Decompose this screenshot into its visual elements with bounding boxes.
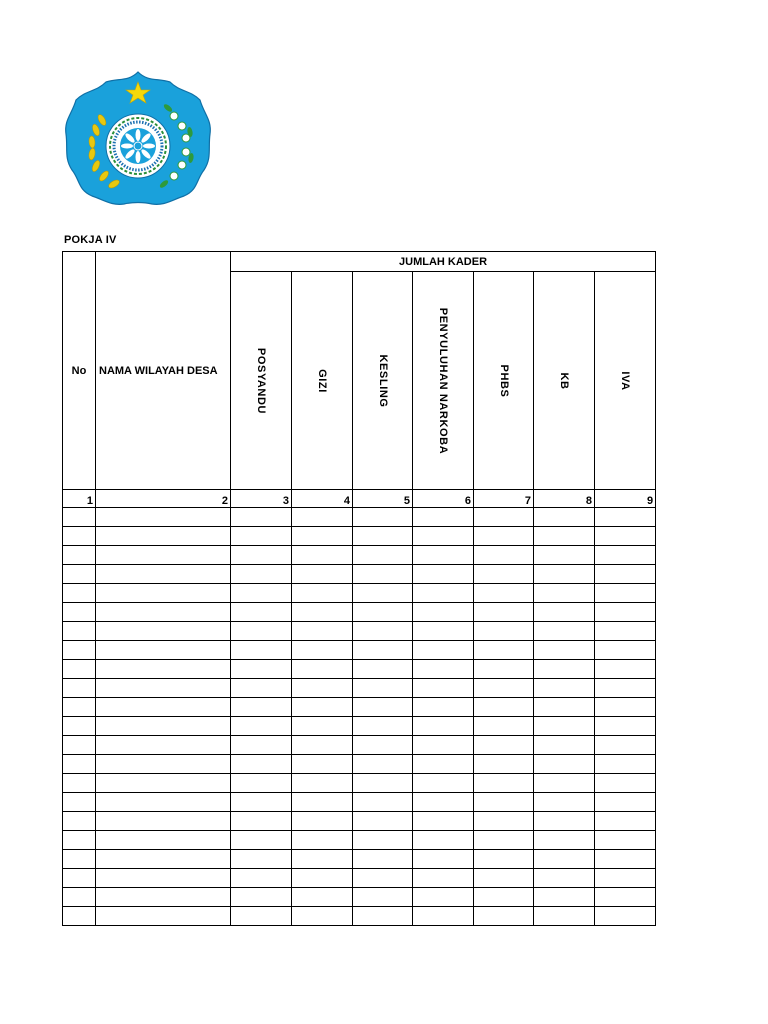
table-cell [353,603,413,622]
header-row-group [63,252,656,272]
table-cell [353,888,413,907]
table-cell [353,679,413,698]
table-cell [63,622,96,641]
table-cell [595,622,656,641]
table-cell [63,812,96,831]
table-cell [353,660,413,679]
header-label: POSYANDU [255,347,267,414]
header-kesling [353,272,413,490]
table-cell [292,774,353,793]
table-cell [413,546,474,565]
table-cell [534,907,595,926]
table-cell [96,888,231,907]
table-cell [231,831,292,850]
table-cell [534,584,595,603]
table-cell [474,584,534,603]
table-cell [474,603,534,622]
header-iva [595,272,656,490]
table-cell [231,812,292,831]
table-cell [96,717,231,736]
table-cell [96,603,231,622]
table-cell [534,603,595,622]
table-cell [96,508,231,527]
table-cell [413,850,474,869]
table-cell [595,679,656,698]
table-cell [534,717,595,736]
header-no: No [63,252,96,490]
table-cell [413,831,474,850]
table-cell [292,660,353,679]
table-cell [595,546,656,565]
table-cell [353,622,413,641]
column-number: 1 [63,490,96,508]
table-cell [63,584,96,603]
header-posyandu [231,272,292,490]
table-cell [231,755,292,774]
section-title: POKJA IV [64,234,117,246]
table-cell [413,679,474,698]
header-label: PENYULUHAN NARKOBA [437,307,449,454]
table-cell [292,698,353,717]
table-cell [231,679,292,698]
table-cell [353,546,413,565]
table-row [63,831,656,850]
table-cell [534,774,595,793]
table-cell [96,755,231,774]
table-cell [595,888,656,907]
column-number: 8 [534,490,595,508]
table-cell [63,831,96,850]
table-cell [595,698,656,717]
table-row [63,812,656,831]
table-cell [534,812,595,831]
table-cell [534,565,595,584]
table-cell [231,793,292,812]
table-cell [231,622,292,641]
table-cell [231,888,292,907]
table-row [63,736,656,755]
table-cell [413,527,474,546]
header-nama-wilayah-desa: NAMA WILAYAH DESA [96,252,231,490]
table-cell [595,831,656,850]
table-cell [474,508,534,527]
header-label: PHBS [497,364,510,397]
table-cell [595,603,656,622]
table-cell [231,565,292,584]
table-cell [474,793,534,812]
table-cell [63,546,96,565]
table-cell [413,717,474,736]
table-cell [353,641,413,660]
table-cell [413,698,474,717]
table-cell [353,869,413,888]
table-cell [231,698,292,717]
table-cell [474,717,534,736]
table-cell [474,831,534,850]
table-cell [534,755,595,774]
table-cell [96,831,231,850]
table-cell [413,565,474,584]
table-cell [474,736,534,755]
table-row [63,603,656,622]
table-cell [353,717,413,736]
table-cell [534,888,595,907]
table-cell [231,717,292,736]
table-cell [96,850,231,869]
table-cell [353,527,413,546]
table-row [63,698,656,717]
table-cell [63,774,96,793]
table-cell [595,660,656,679]
table-cell [231,869,292,888]
column-number: 6 [413,490,474,508]
table-cell [534,831,595,850]
table-cell [96,774,231,793]
header-gizi [292,272,353,490]
table-cell [96,679,231,698]
table-cell [595,850,656,869]
table-cell [63,888,96,907]
table-cell [63,641,96,660]
table-cell [231,527,292,546]
table-cell [474,622,534,641]
table-cell [63,603,96,622]
table-cell [413,812,474,831]
table-cell [534,527,595,546]
table-cell [292,850,353,869]
table-cell [353,774,413,793]
table-cell [63,698,96,717]
table-cell [96,565,231,584]
table-cell [534,546,595,565]
table-row [63,869,656,888]
table-row [63,907,656,926]
table-cell [534,622,595,641]
table-cell [534,660,595,679]
table-cell [292,755,353,774]
table-cell [413,622,474,641]
table-cell [534,508,595,527]
column-number: 5 [353,490,413,508]
table-row [63,774,656,793]
table-cell [413,793,474,812]
table-cell [413,603,474,622]
table-cell [292,717,353,736]
table-row [63,679,656,698]
table-cell [292,679,353,698]
table-cell [292,793,353,812]
table-cell [231,907,292,926]
table-cell [595,527,656,546]
table-cell [474,755,534,774]
table-cell [96,527,231,546]
table-cell [292,622,353,641]
table-row [63,641,656,660]
table-cell [534,698,595,717]
table-cell [292,831,353,850]
table-body [63,508,656,926]
table-row [63,717,656,736]
table-cell [96,736,231,755]
table-cell [534,793,595,812]
table-cell [534,736,595,755]
table-cell [231,850,292,869]
table-row [63,622,656,641]
table-cell [63,755,96,774]
table-cell [534,850,595,869]
table-cell [595,812,656,831]
header-label: KB [558,371,570,390]
table-cell [474,527,534,546]
table-cell [63,793,96,812]
table-cell [63,850,96,869]
table-cell [595,869,656,888]
table-cell [63,869,96,888]
header-phbs [474,272,534,490]
table-row [63,850,656,869]
table-row [63,565,656,584]
table-cell [292,546,353,565]
column-number: 2 [96,490,231,508]
table-cell [231,736,292,755]
table-cell [96,641,231,660]
table-cell [292,869,353,888]
table-cell [292,584,353,603]
table-cell [595,907,656,926]
table-cell [534,679,595,698]
table-row [63,508,656,527]
table-cell [353,565,413,584]
table-cell [353,850,413,869]
table-cell [231,546,292,565]
table-cell [595,736,656,755]
table-cell [63,508,96,527]
table-cell [292,527,353,546]
table-row [63,546,656,565]
table-cell [353,736,413,755]
table-row [63,793,656,812]
column-number: 9 [595,490,656,508]
column-number-row [63,490,656,508]
table-cell [292,565,353,584]
table-cell [474,869,534,888]
table-cell [63,660,96,679]
table-cell [63,527,96,546]
column-number: 3 [231,490,292,508]
table-cell [231,584,292,603]
table-cell [474,774,534,793]
table-cell [63,717,96,736]
table-cell [474,907,534,926]
table-cell [292,812,353,831]
table-cell [353,508,413,527]
table-cell [474,546,534,565]
table-cell [534,869,595,888]
header-penyuluhan-narkoba [413,272,474,490]
table-cell [96,869,231,888]
table-cell [474,888,534,907]
table-cell [231,660,292,679]
table-cell [63,907,96,926]
table-cell [413,869,474,888]
table-cell [292,641,353,660]
table-cell [474,660,534,679]
table-cell [292,907,353,926]
table-cell [595,793,656,812]
table-cell [474,641,534,660]
table-cell [63,565,96,584]
table-cell [353,812,413,831]
table-cell [595,565,656,584]
table-cell [353,698,413,717]
table-cell [96,622,231,641]
table-cell [292,508,353,527]
table-row [63,888,656,907]
table-cell [474,812,534,831]
table-cell [353,755,413,774]
table-cell [96,907,231,926]
header-label: KESLING [376,353,389,408]
table-cell [474,698,534,717]
table-cell [63,679,96,698]
table-cell [413,641,474,660]
table-row [63,755,656,774]
kader-table [62,251,656,926]
table-cell [595,717,656,736]
pkk-emblem-icon [62,68,214,208]
table-cell [292,888,353,907]
table-cell [231,603,292,622]
header-label: GIZI [316,368,328,393]
table-cell [96,812,231,831]
header-kb [534,272,595,490]
table-row [63,660,656,679]
table-cell [292,736,353,755]
table-cell [96,660,231,679]
column-number: 7 [474,490,534,508]
table-cell [353,831,413,850]
table-cell [413,774,474,793]
table-cell [474,850,534,869]
table-cell [231,641,292,660]
table-cell [595,584,656,603]
table-cell [595,641,656,660]
table-cell [231,508,292,527]
table-cell [353,907,413,926]
table-cell [413,660,474,679]
table-cell [413,508,474,527]
table-row [63,527,656,546]
table-cell [96,546,231,565]
table-cell [413,888,474,907]
header-label: IVA [619,370,632,391]
table-cell [231,774,292,793]
table-cell [353,793,413,812]
table-cell [474,565,534,584]
header-jumlah-kader: JUMLAH KADER [231,252,656,272]
column-number: 4 [292,490,353,508]
table-cell [413,584,474,603]
table-cell [595,755,656,774]
table-row [63,584,656,603]
table-cell [63,736,96,755]
table-cell [413,736,474,755]
table-cell [474,679,534,698]
table-cell [292,603,353,622]
table-cell [413,755,474,774]
table-cell [96,584,231,603]
table-cell [595,774,656,793]
table-cell [96,793,231,812]
table-cell [96,698,231,717]
table-cell [534,641,595,660]
table-cell [595,508,656,527]
table-cell [413,907,474,926]
table-cell [353,584,413,603]
